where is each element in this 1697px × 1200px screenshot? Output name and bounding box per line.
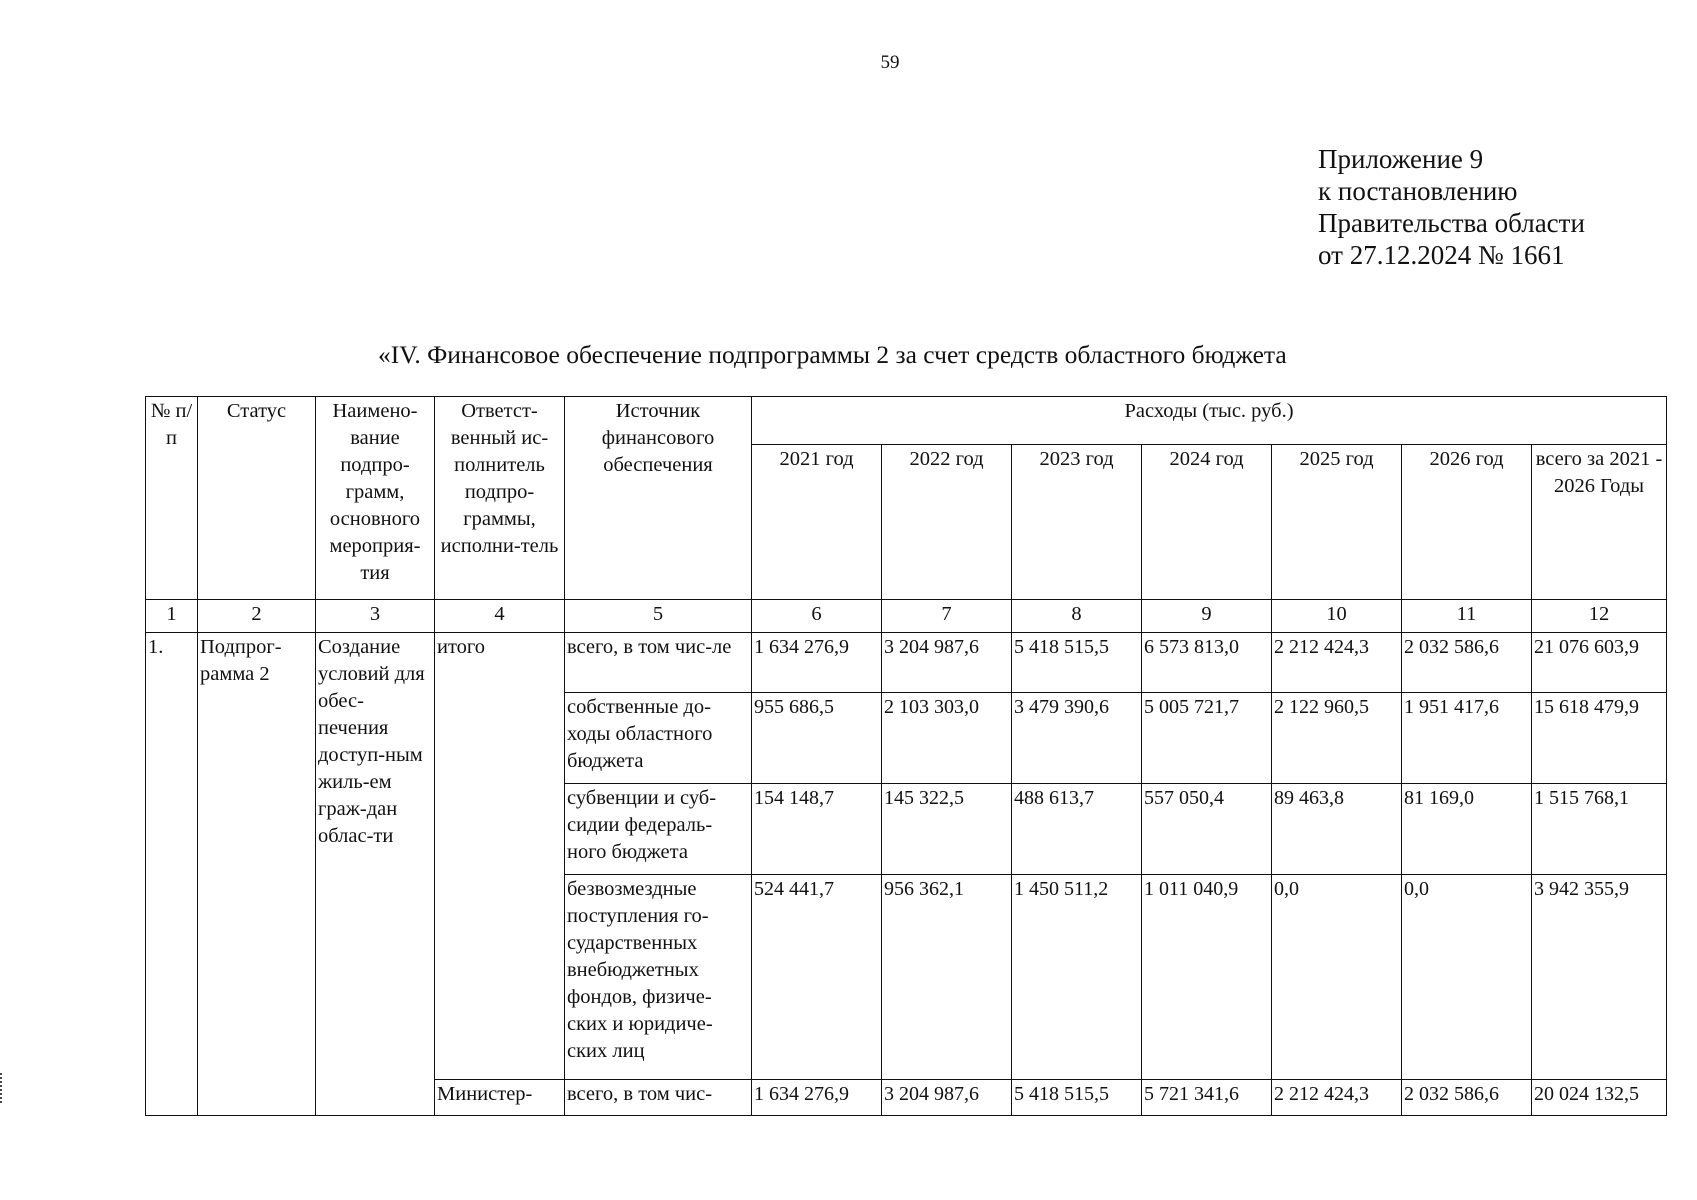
row-source: всего, в том чис-ле: [565, 633, 752, 693]
cell-value: 89 463,8: [1272, 784, 1402, 875]
appendix-line-4: от 27.12.2024 № 1661: [1318, 240, 1565, 270]
cell-value: 955 686,5: [752, 693, 882, 784]
header-expenses: Расходы (тыс. руб.): [752, 397, 1667, 445]
financing-table: [145, 396, 1667, 1116]
cell-value: 6 573 813,0: [1142, 633, 1272, 693]
column-number: 3: [316, 600, 435, 633]
cell-value: 2 212 424,3: [1272, 633, 1402, 693]
header-no: № п/п: [146, 397, 198, 600]
row-number: 1.: [146, 633, 198, 1116]
header-year-2025: 2025 год: [1272, 445, 1402, 600]
cell-value: 5 005 721,7: [1142, 693, 1272, 784]
document-title: «IV. Финансовое обеспечение подпрограммы 2 за счет средств областного бюджета: [378, 340, 1287, 369]
appendix-line-1: Приложение 9: [1318, 144, 1484, 174]
cell-value: 0,0: [1272, 875, 1402, 1080]
column-number: 2: [198, 600, 316, 633]
cell-value: 1 634 276,9: [752, 1080, 882, 1116]
cell-value: 488 613,7: [1012, 784, 1142, 875]
column-number: 1: [146, 600, 198, 633]
cell-value: 21 076 603,9: [1532, 633, 1667, 693]
appendix-line-2: к постановлению: [1318, 176, 1518, 206]
row-source: безвозмездные поступления го-сударственных внебюджетных фондов, физиче-ских и юридиче-ских лиц: [565, 875, 752, 1080]
column-number: 6: [752, 600, 882, 633]
header-year-2022: 2022 год: [882, 445, 1012, 600]
column-number: 12: [1532, 600, 1667, 633]
column-number: 10: [1272, 600, 1402, 633]
cell-value: 145 322,5: [882, 784, 1012, 875]
cell-value: 1 951 417,6: [1402, 693, 1532, 784]
cell-value: 1 634 276,9: [752, 633, 882, 693]
row-source: всего, в том чис-: [565, 1080, 752, 1116]
header-source: Источник финансового обеспечения: [565, 397, 752, 600]
appendix-block: [1318, 143, 1585, 271]
cell-value: 2 212 424,3: [1272, 1080, 1402, 1116]
cell-value: 5 418 515,5: [1012, 633, 1142, 693]
row-subprogram-name: Создание условий для обес-печения доступ-ным жиль-ем граж-дан облас-ти: [316, 633, 435, 1116]
cell-value: 2 103 303,0: [882, 693, 1012, 784]
cell-value: 1 011 040,9: [1142, 875, 1272, 1080]
column-number-row: [146, 600, 1667, 633]
cell-value: 3 479 390,6: [1012, 693, 1142, 784]
cell-value: 5 418 515,5: [1012, 1080, 1142, 1116]
column-number: 11: [1402, 600, 1532, 633]
header-year-2026: 2026 год: [1402, 445, 1532, 600]
cell-value: 557 050,4: [1142, 784, 1272, 875]
header-executor: Ответст-венный ис-полнитель подпро-граммы, исполни-тель: [435, 397, 565, 600]
header-year-2024: 2024 год: [1142, 445, 1272, 600]
cell-value: 0,0: [1402, 875, 1532, 1080]
cell-value: 2 032 586,6: [1402, 1080, 1532, 1116]
column-number: 8: [1012, 600, 1142, 633]
header-name: Наимено-вание подпро-грамм, основного мероприя-тия: [316, 397, 435, 600]
header-status: Статус: [198, 397, 316, 600]
column-number: 5: [565, 600, 752, 633]
cell-value: 1 450 511,2: [1012, 875, 1142, 1080]
column-number: 4: [435, 600, 565, 633]
cell-value: 524 441,7: [752, 875, 882, 1080]
cell-value: 2 122 960,5: [1272, 693, 1402, 784]
appendix-line-3: Правительства области: [1318, 208, 1585, 238]
header-year-total: всего за 2021 - 2026 Годы: [1532, 445, 1667, 600]
cell-value: 154 148,7: [752, 784, 882, 875]
header-year-2021: 2021 год: [752, 445, 882, 600]
row-executor-ministry: Министер-: [435, 1080, 565, 1116]
cell-value: 3 204 987,6: [882, 633, 1012, 693]
row-status: Подпрог-рамма 2: [198, 633, 316, 1116]
column-number: 7: [882, 600, 1012, 633]
table-row: [146, 633, 1667, 693]
cell-value: 1 515 768,1: [1532, 784, 1667, 875]
cell-value: 15 618 479,9: [1532, 693, 1667, 784]
cell-value: 3 204 987,6: [882, 1080, 1012, 1116]
page-number: 59: [880, 52, 900, 73]
row-executor-total: итого: [435, 633, 565, 1080]
header-year-2023: 2023 год: [1012, 445, 1142, 600]
cell-value: 2 032 586,6: [1402, 633, 1532, 693]
cell-value: 20 024 132,5: [1532, 1080, 1667, 1116]
cell-value: 3 942 355,9: [1532, 875, 1667, 1080]
column-number: 9: [1142, 600, 1272, 633]
row-source: собственные до-ходы областного бюджета: [565, 693, 752, 784]
row-source: субвенции и суб-сидии федераль-ного бюджета: [565, 784, 752, 875]
header-row-1: [146, 397, 1667, 445]
cell-value: 81 169,0: [1402, 784, 1532, 875]
cell-value: 5 721 341,6: [1142, 1080, 1272, 1116]
cell-value: 956 362,1: [882, 875, 1012, 1080]
scan-edge-marks: [0, 1073, 8, 1103]
